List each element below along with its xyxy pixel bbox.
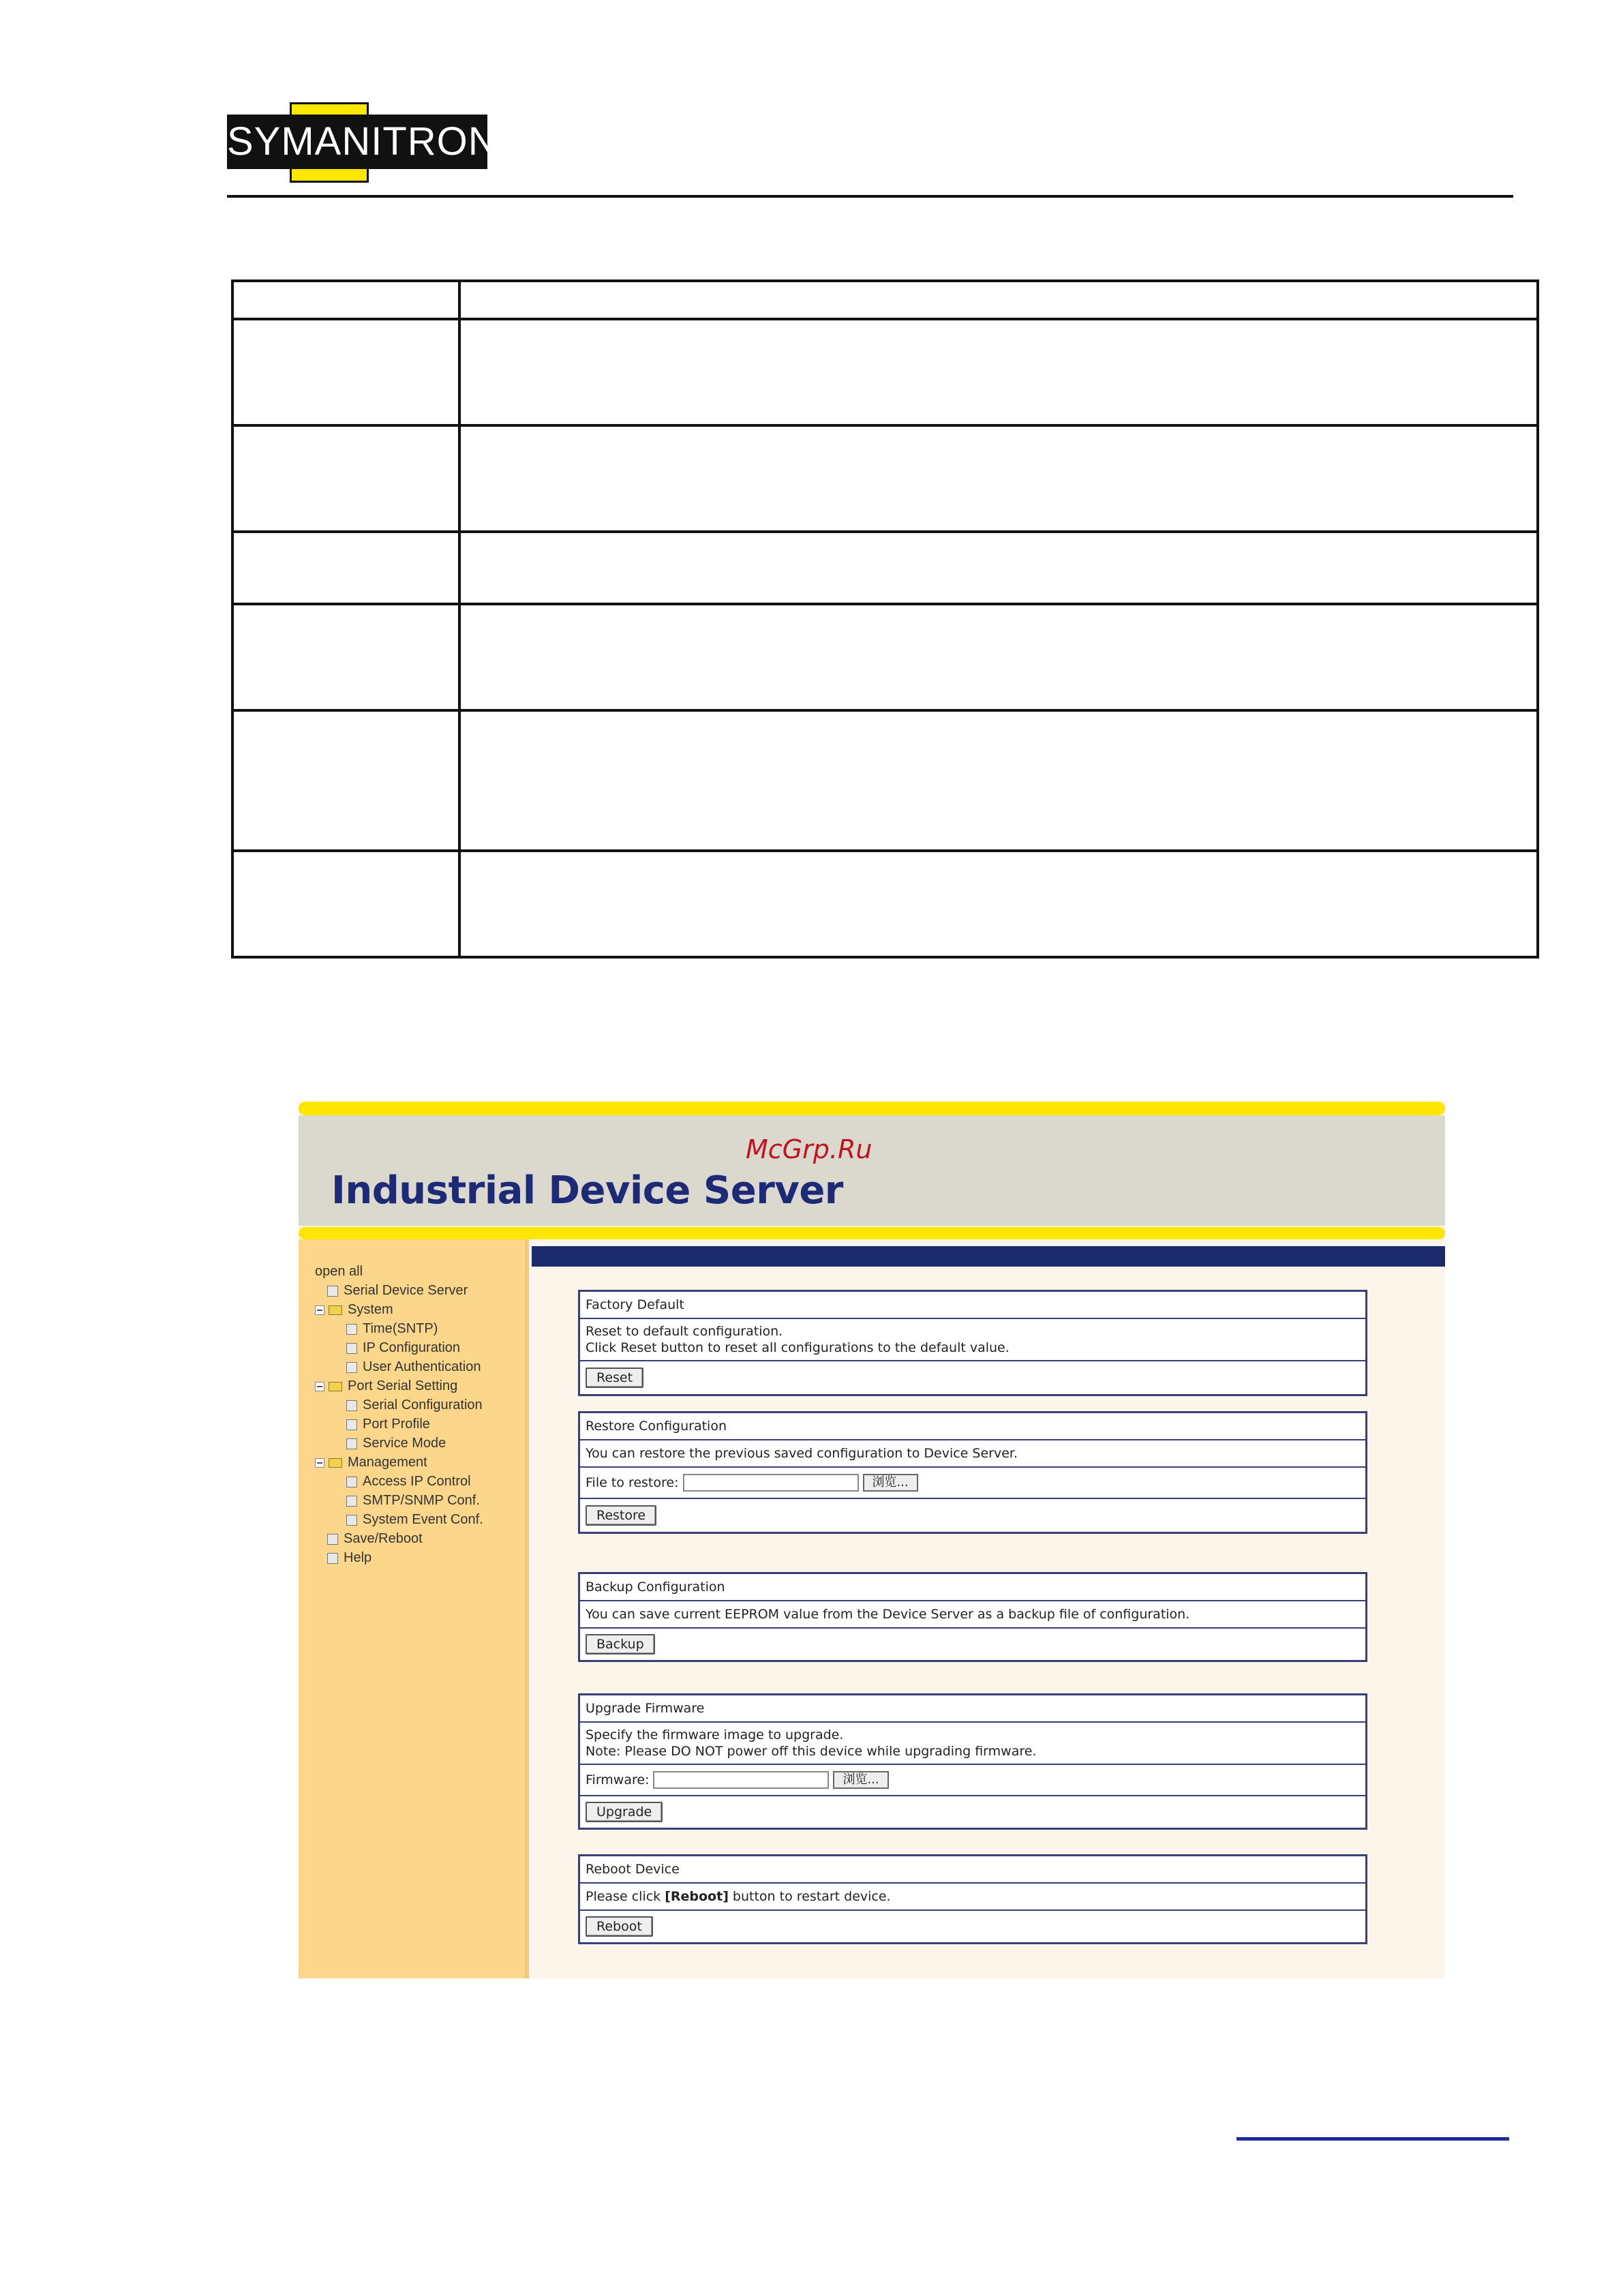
description-text: button to restart device. xyxy=(728,1889,891,1904)
upgrade-firmware-panel xyxy=(578,1693,1367,1830)
reboot-button[interactable]: Reboot xyxy=(586,1916,653,1937)
tree-item-user-authentication[interactable]: User Authentication xyxy=(346,1358,481,1376)
tree-item-smtp-snmp-conf[interactable]: SMTP/SNMP Conf. xyxy=(346,1492,480,1509)
table-row xyxy=(232,604,1538,710)
description-line: Click Reset button to reset all configurations to the default value. xyxy=(586,1340,1010,1355)
folder-icon xyxy=(329,1305,342,1315)
table-cell xyxy=(232,425,459,532)
reboot-device-panel xyxy=(578,1854,1367,1944)
table-row xyxy=(232,851,1538,957)
panel-title: Upgrade Firmware xyxy=(580,1695,1365,1723)
table-row xyxy=(232,281,1538,319)
panel-actions xyxy=(580,1361,1365,1394)
panel-title: Restore Configuration xyxy=(580,1413,1365,1440)
footer-link-rule xyxy=(1237,2137,1509,2141)
backup-configuration-panel xyxy=(578,1572,1367,1662)
restore-button[interactable]: Restore xyxy=(586,1505,656,1526)
table-cell xyxy=(459,425,1538,532)
panel-description xyxy=(580,1884,1365,1911)
file-row xyxy=(580,1468,1365,1499)
panel-title: Factory Default xyxy=(580,1292,1365,1319)
parameter-table xyxy=(231,280,1539,958)
page-icon xyxy=(346,1324,357,1335)
table-row xyxy=(232,319,1538,425)
table-cell xyxy=(459,604,1538,710)
reset-button[interactable]: Reset xyxy=(586,1368,643,1388)
panel-actions xyxy=(580,1911,1365,1942)
top-yellow-bar xyxy=(299,1102,1445,1115)
table-cell xyxy=(232,710,459,851)
collapse-icon[interactable] xyxy=(315,1382,324,1391)
device-server-screenshot xyxy=(299,1102,1445,1978)
tree-item-ip-configuration[interactable]: IP Configuration xyxy=(346,1339,460,1357)
content-header-bar xyxy=(532,1246,1445,1267)
page-icon xyxy=(327,1553,338,1564)
restore-browse-button[interactable]: 浏览... xyxy=(863,1474,918,1492)
logo-text: SYMANITRON xyxy=(227,119,498,164)
tree-item-save-reboot[interactable]: Save/Reboot xyxy=(327,1530,423,1547)
description-line: Specify the firmware image to upgrade. xyxy=(586,1727,844,1742)
page-icon xyxy=(327,1534,338,1545)
tree-folder-management[interactable]: Management xyxy=(315,1453,427,1471)
page-icon xyxy=(346,1419,357,1430)
page-icon xyxy=(327,1286,338,1297)
tree-item-access-ip-control[interactable]: Access IP Control xyxy=(346,1472,471,1490)
tree-item-system-event-conf[interactable]: System Event Conf. xyxy=(346,1511,483,1528)
panel-title: Reboot Device xyxy=(580,1856,1365,1884)
tree-item-serial-configuration[interactable]: Serial Configuration xyxy=(346,1396,483,1414)
factory-default-panel xyxy=(578,1290,1367,1396)
folder-icon xyxy=(329,1458,342,1468)
panel-actions xyxy=(580,1499,1365,1532)
page-icon xyxy=(346,1438,357,1449)
page-icon xyxy=(346,1362,357,1373)
panel-title: Backup Configuration xyxy=(580,1574,1365,1601)
backup-button[interactable]: Backup xyxy=(586,1634,655,1655)
restore-configuration-panel xyxy=(578,1411,1367,1534)
page-icon xyxy=(346,1400,357,1411)
table-cell xyxy=(459,281,1538,319)
panel-actions xyxy=(580,1796,1365,1828)
table-cell xyxy=(232,532,459,604)
file-label: File to restore: xyxy=(586,1475,679,1490)
mid-yellow-bar xyxy=(299,1227,1445,1239)
header-rule xyxy=(227,195,1513,198)
table-cell xyxy=(459,319,1538,425)
table-cell xyxy=(459,851,1538,957)
panel-description: You can restore the previous saved configuration to Device Server. xyxy=(580,1440,1365,1468)
collapse-icon[interactable] xyxy=(315,1305,324,1315)
collapse-icon[interactable] xyxy=(315,1458,324,1468)
panel-description xyxy=(580,1723,1365,1765)
tree-item-serial-device-server[interactable]: Serial Device Server xyxy=(327,1282,468,1299)
symanitron-logo xyxy=(227,102,498,183)
folder-icon xyxy=(329,1382,342,1391)
banner-title: Industrial Device Server xyxy=(331,1168,843,1213)
file-row xyxy=(580,1765,1365,1796)
restore-file-input[interactable] xyxy=(683,1474,859,1492)
tree-folder-port-serial-setting[interactable]: Port Serial Setting xyxy=(315,1377,457,1395)
tree-folder-system[interactable]: System xyxy=(315,1301,393,1318)
table-cell xyxy=(232,319,459,425)
tree-open-all[interactable]: open all xyxy=(315,1264,363,1279)
panel-description: You can save current EEPROM value from the Device Server as a backup file of configuration. xyxy=(580,1601,1365,1629)
watermark: McGrp.Ru xyxy=(746,1134,873,1164)
tree-item-help[interactable]: Help xyxy=(327,1549,371,1567)
firmware-file-input[interactable] xyxy=(653,1771,829,1789)
tree-item-time-sntp[interactable]: Time(SNTP) xyxy=(346,1320,438,1338)
banner xyxy=(299,1115,1445,1226)
panel-actions xyxy=(580,1629,1365,1660)
panel-description xyxy=(580,1319,1365,1361)
table-row xyxy=(232,710,1538,851)
page-icon xyxy=(346,1343,357,1354)
page-icon xyxy=(346,1515,357,1526)
page-icon xyxy=(346,1496,357,1507)
table-cell xyxy=(232,604,459,710)
tree-item-port-profile[interactable]: Port Profile xyxy=(346,1415,430,1433)
file-label: Firmware: xyxy=(586,1772,650,1787)
tree-item-service-mode[interactable]: Service Mode xyxy=(346,1434,446,1452)
table-row xyxy=(232,532,1538,604)
firmware-browse-button[interactable]: 浏览... xyxy=(833,1771,888,1789)
description-bold: [Reboot] xyxy=(665,1889,729,1904)
description-line: Note: Please DO NOT power off this device while upgrading firmware. xyxy=(586,1744,1037,1759)
table-cell xyxy=(459,532,1538,604)
description-text: Please click xyxy=(586,1889,665,1904)
table-cell xyxy=(232,281,459,319)
table-cell xyxy=(459,710,1538,851)
table-cell xyxy=(232,851,459,957)
upgrade-button[interactable]: Upgrade xyxy=(586,1802,663,1822)
table-row xyxy=(232,425,1538,532)
page-icon xyxy=(346,1477,357,1487)
description-line: Reset to default configuration. xyxy=(586,1324,783,1339)
